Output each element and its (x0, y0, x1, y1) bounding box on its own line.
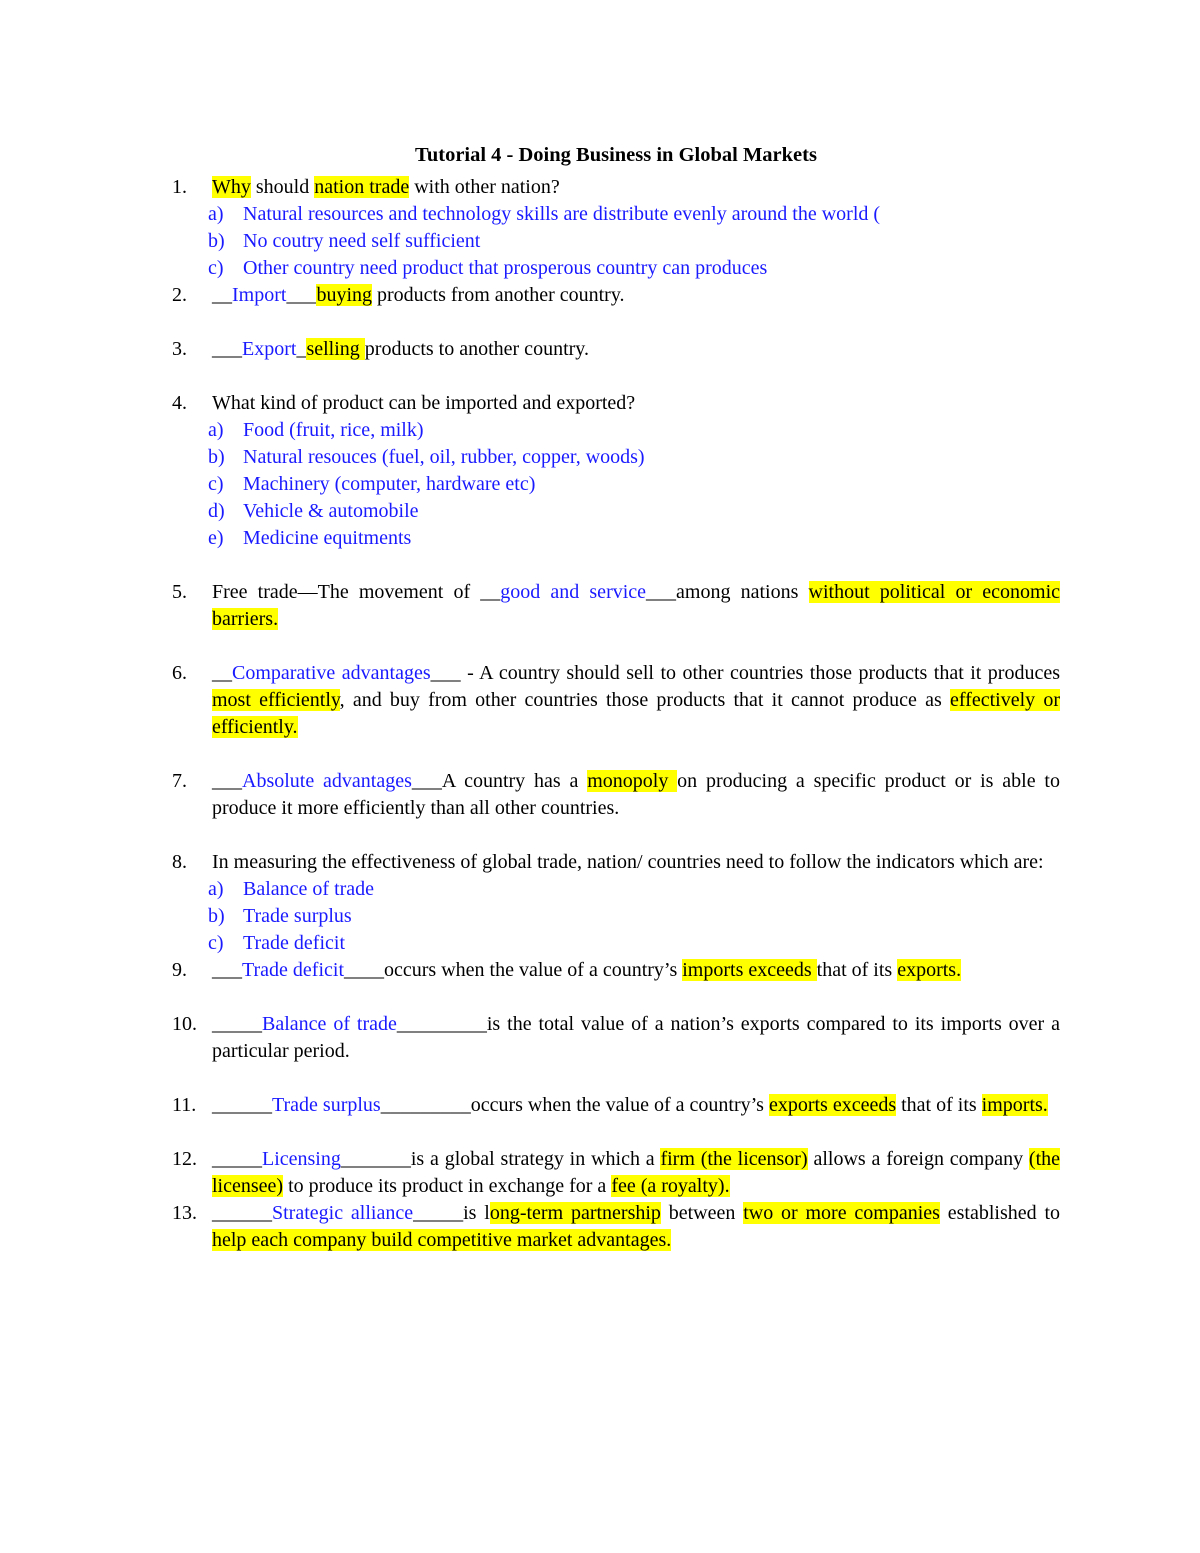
answer-text: Trade surplus (243, 905, 352, 927)
highlighted-text: firm (the licensor) (660, 1148, 808, 1170)
question-text-part: - A country should sell to other countries those products that it produces (460, 662, 1060, 684)
answer-item (172, 903, 1060, 930)
answer-letter: c) (208, 473, 224, 495)
question-text (212, 1200, 1060, 1254)
question-text-part: A country has a (441, 770, 588, 792)
question-3 (172, 336, 1060, 363)
blank-line: ___ (212, 770, 242, 792)
answer-fill: Strategic alliance (272, 1202, 414, 1224)
question-number: 4. (172, 392, 187, 414)
highlighted-text: Why (212, 176, 251, 198)
question-text (212, 1011, 1060, 1065)
question-text-part: is a global strategy in which a (410, 1148, 661, 1170)
answer-item (172, 255, 1060, 282)
highlighted-text: exports. (897, 959, 962, 981)
question-text-part: products to another country. (364, 338, 589, 360)
question-7 (172, 768, 1060, 822)
question-text (212, 660, 1060, 741)
answer-letter: b) (208, 230, 225, 252)
question-text: What kind of product can be imported and exported? (212, 392, 636, 414)
highlighted-text: most efficiently (212, 689, 340, 711)
answer-item (172, 417, 1060, 444)
answer-text: Vehicle & automobile (243, 500, 419, 522)
question-number: 8. (172, 851, 187, 873)
answer-letter: a) (208, 203, 224, 225)
question-5 (172, 579, 1060, 633)
blank-line: __ (212, 662, 232, 684)
question-text-part: between (660, 1202, 744, 1224)
blank-line: ____ (344, 959, 385, 981)
answer-item (172, 525, 1060, 552)
highlighted-text: monopoly (587, 770, 678, 792)
highlighted-text: (the licensee) (212, 1148, 1060, 1197)
question-text-part: products from another country. (372, 284, 625, 306)
answer-fill: Export (242, 338, 297, 360)
answer-text: Medicine equitments (243, 527, 412, 549)
answer-letter: a) (208, 878, 224, 900)
question-text-part: should (250, 176, 315, 198)
question-text (212, 1146, 1060, 1200)
question-8 (172, 849, 1060, 876)
answer-fill: Licensing (262, 1148, 341, 1170)
answer-fill: Import (232, 284, 287, 306)
question-text: In measuring the effectiveness of global trade, nation/ countries need to follow the indicators which are: (212, 851, 1044, 873)
question-13 (172, 1200, 1060, 1254)
blank-line: _______ (340, 1148, 411, 1170)
answer-item (172, 201, 1060, 228)
question-text-part: occurs when the value of a country’s (470, 1094, 769, 1116)
question-6 (172, 660, 1060, 741)
answer-letter: c) (208, 932, 224, 954)
question-number: 1. (172, 176, 187, 198)
answer-item (172, 930, 1060, 957)
blank-line: ______ (212, 1094, 272, 1116)
answer-text: Other country need product that prosperous country can produces (243, 257, 768, 279)
question-number: 3. (172, 338, 187, 360)
document-content (172, 140, 1060, 1254)
question-11 (172, 1092, 1060, 1119)
question-2 (172, 282, 1060, 309)
answer-text: Natural resouces (fuel, oil, rubber, copper, woods) (243, 446, 645, 468)
highlighted-text: imports. (981, 1094, 1048, 1116)
question-text-part: to produce its product in exchange for a (283, 1175, 612, 1197)
blank-line: ___ (212, 959, 242, 981)
question-number: 12. (172, 1148, 197, 1170)
answer-fill: Comparative advantages (232, 662, 431, 684)
question-text-part: , and buy from other countries those products that it cannot produce as (339, 689, 950, 711)
document-title: Tutorial 4 - Doing Business in Global Markets (415, 144, 817, 166)
question-4 (172, 390, 1060, 417)
question-text-part: among nations (676, 581, 809, 603)
highlighted-text: without political or economic barriers. (212, 581, 1060, 630)
question-10 (172, 1011, 1060, 1065)
question-text (212, 282, 1060, 309)
question-number: 2. (172, 284, 187, 306)
blank-line: ___ (212, 338, 242, 360)
answer-item (172, 228, 1060, 255)
answer-letter: d) (208, 500, 225, 522)
highlighted-text: two or more companies (743, 1202, 940, 1224)
highlighted-text: fee (a royalty). (611, 1175, 730, 1197)
highlighted-text: help each company build competitive market advantages. (212, 1229, 672, 1251)
question-text-part: is the total value of a nation’s exports compared to its imports over a particular period. (212, 1013, 1060, 1062)
blank-line: _________ (380, 1094, 471, 1116)
question-text-part: established to (939, 1202, 1061, 1224)
question-text (212, 768, 1060, 822)
blank-line: _____ (212, 1013, 262, 1035)
question-text-part: is l (463, 1202, 490, 1224)
highlighted-text: ong-term partnership (489, 1202, 661, 1224)
highlighted-text: effectively or efficiently. (212, 689, 1060, 738)
answer-fill: Trade deficit (242, 959, 345, 981)
answer-item (172, 471, 1060, 498)
answer-fill: Balance of trade (262, 1013, 397, 1035)
highlighted-text: nation trade (314, 176, 410, 198)
question-text-part: Free trade—The movement of (212, 581, 481, 603)
answer-letter: a) (208, 419, 224, 441)
question-number: 5. (172, 581, 187, 603)
question-number: 6. (172, 662, 187, 684)
question-number: 13. (172, 1202, 197, 1224)
question-text-part: with other nation? (409, 176, 560, 198)
answer-letter: c) (208, 257, 224, 279)
question-9 (172, 957, 1060, 984)
question-text-part: occurs when the value of a country’s (384, 959, 683, 981)
highlighted-text: exports exceeds (768, 1094, 897, 1116)
answer-text: Food (fruit, rice, milk) (243, 419, 424, 441)
answer-fill: Trade surplus (272, 1094, 381, 1116)
blank-line: _ (296, 338, 307, 360)
question-text-part: allows a foreign company (807, 1148, 1029, 1170)
blank-line: ___ (411, 770, 442, 792)
question-number: 9. (172, 959, 187, 981)
blank-line: __ (212, 284, 232, 306)
answer-letter: b) (208, 905, 225, 927)
answer-text: Machinery (computer, hardware etc) (243, 473, 536, 495)
answer-fill: good and service (500, 581, 647, 603)
blank-line: ___ (646, 581, 677, 603)
question-text (212, 579, 1060, 633)
answer-item (172, 498, 1060, 525)
question-text (212, 1092, 1060, 1119)
question-number: 10. (172, 1013, 197, 1035)
question-number: 11. (172, 1094, 197, 1116)
answer-item (172, 876, 1060, 903)
blank-line: ___ (286, 284, 317, 306)
question-text-part: that of its (816, 959, 898, 981)
question-text-part: on producing a specific product or is able to produce it more efficiently than all other countries. (212, 770, 1060, 819)
answer-text: No coutry need self sufficient (243, 230, 481, 252)
answer-text: Balance of trade (243, 878, 375, 900)
blank-line: __ (480, 581, 501, 603)
answer-letter: e) (208, 527, 224, 549)
blank-line: _____ (413, 1202, 464, 1224)
blank-line: _________ (396, 1013, 487, 1035)
question-text (212, 174, 1060, 201)
question-text-part: that of its (896, 1094, 982, 1116)
answer-text: Natural resources and technology skills are distribute evenly around the world ( (243, 203, 881, 225)
blank-line: ______ (212, 1202, 272, 1224)
question-number: 7. (172, 770, 187, 792)
blank-line: _____ (212, 1148, 262, 1170)
answer-fill: Absolute advantages (242, 770, 412, 792)
question-12 (172, 1146, 1060, 1200)
answer-letter: b) (208, 446, 225, 468)
answer-text: Trade deficit (243, 932, 346, 954)
question-1 (172, 174, 1060, 201)
highlighted-text: buying (316, 284, 372, 306)
highlighted-text: selling (306, 338, 365, 360)
blank-line: ___ (430, 662, 461, 684)
question-text (212, 957, 1060, 984)
question-text (212, 336, 1060, 363)
highlighted-text: imports exceeds (682, 959, 817, 981)
answer-item (172, 444, 1060, 471)
